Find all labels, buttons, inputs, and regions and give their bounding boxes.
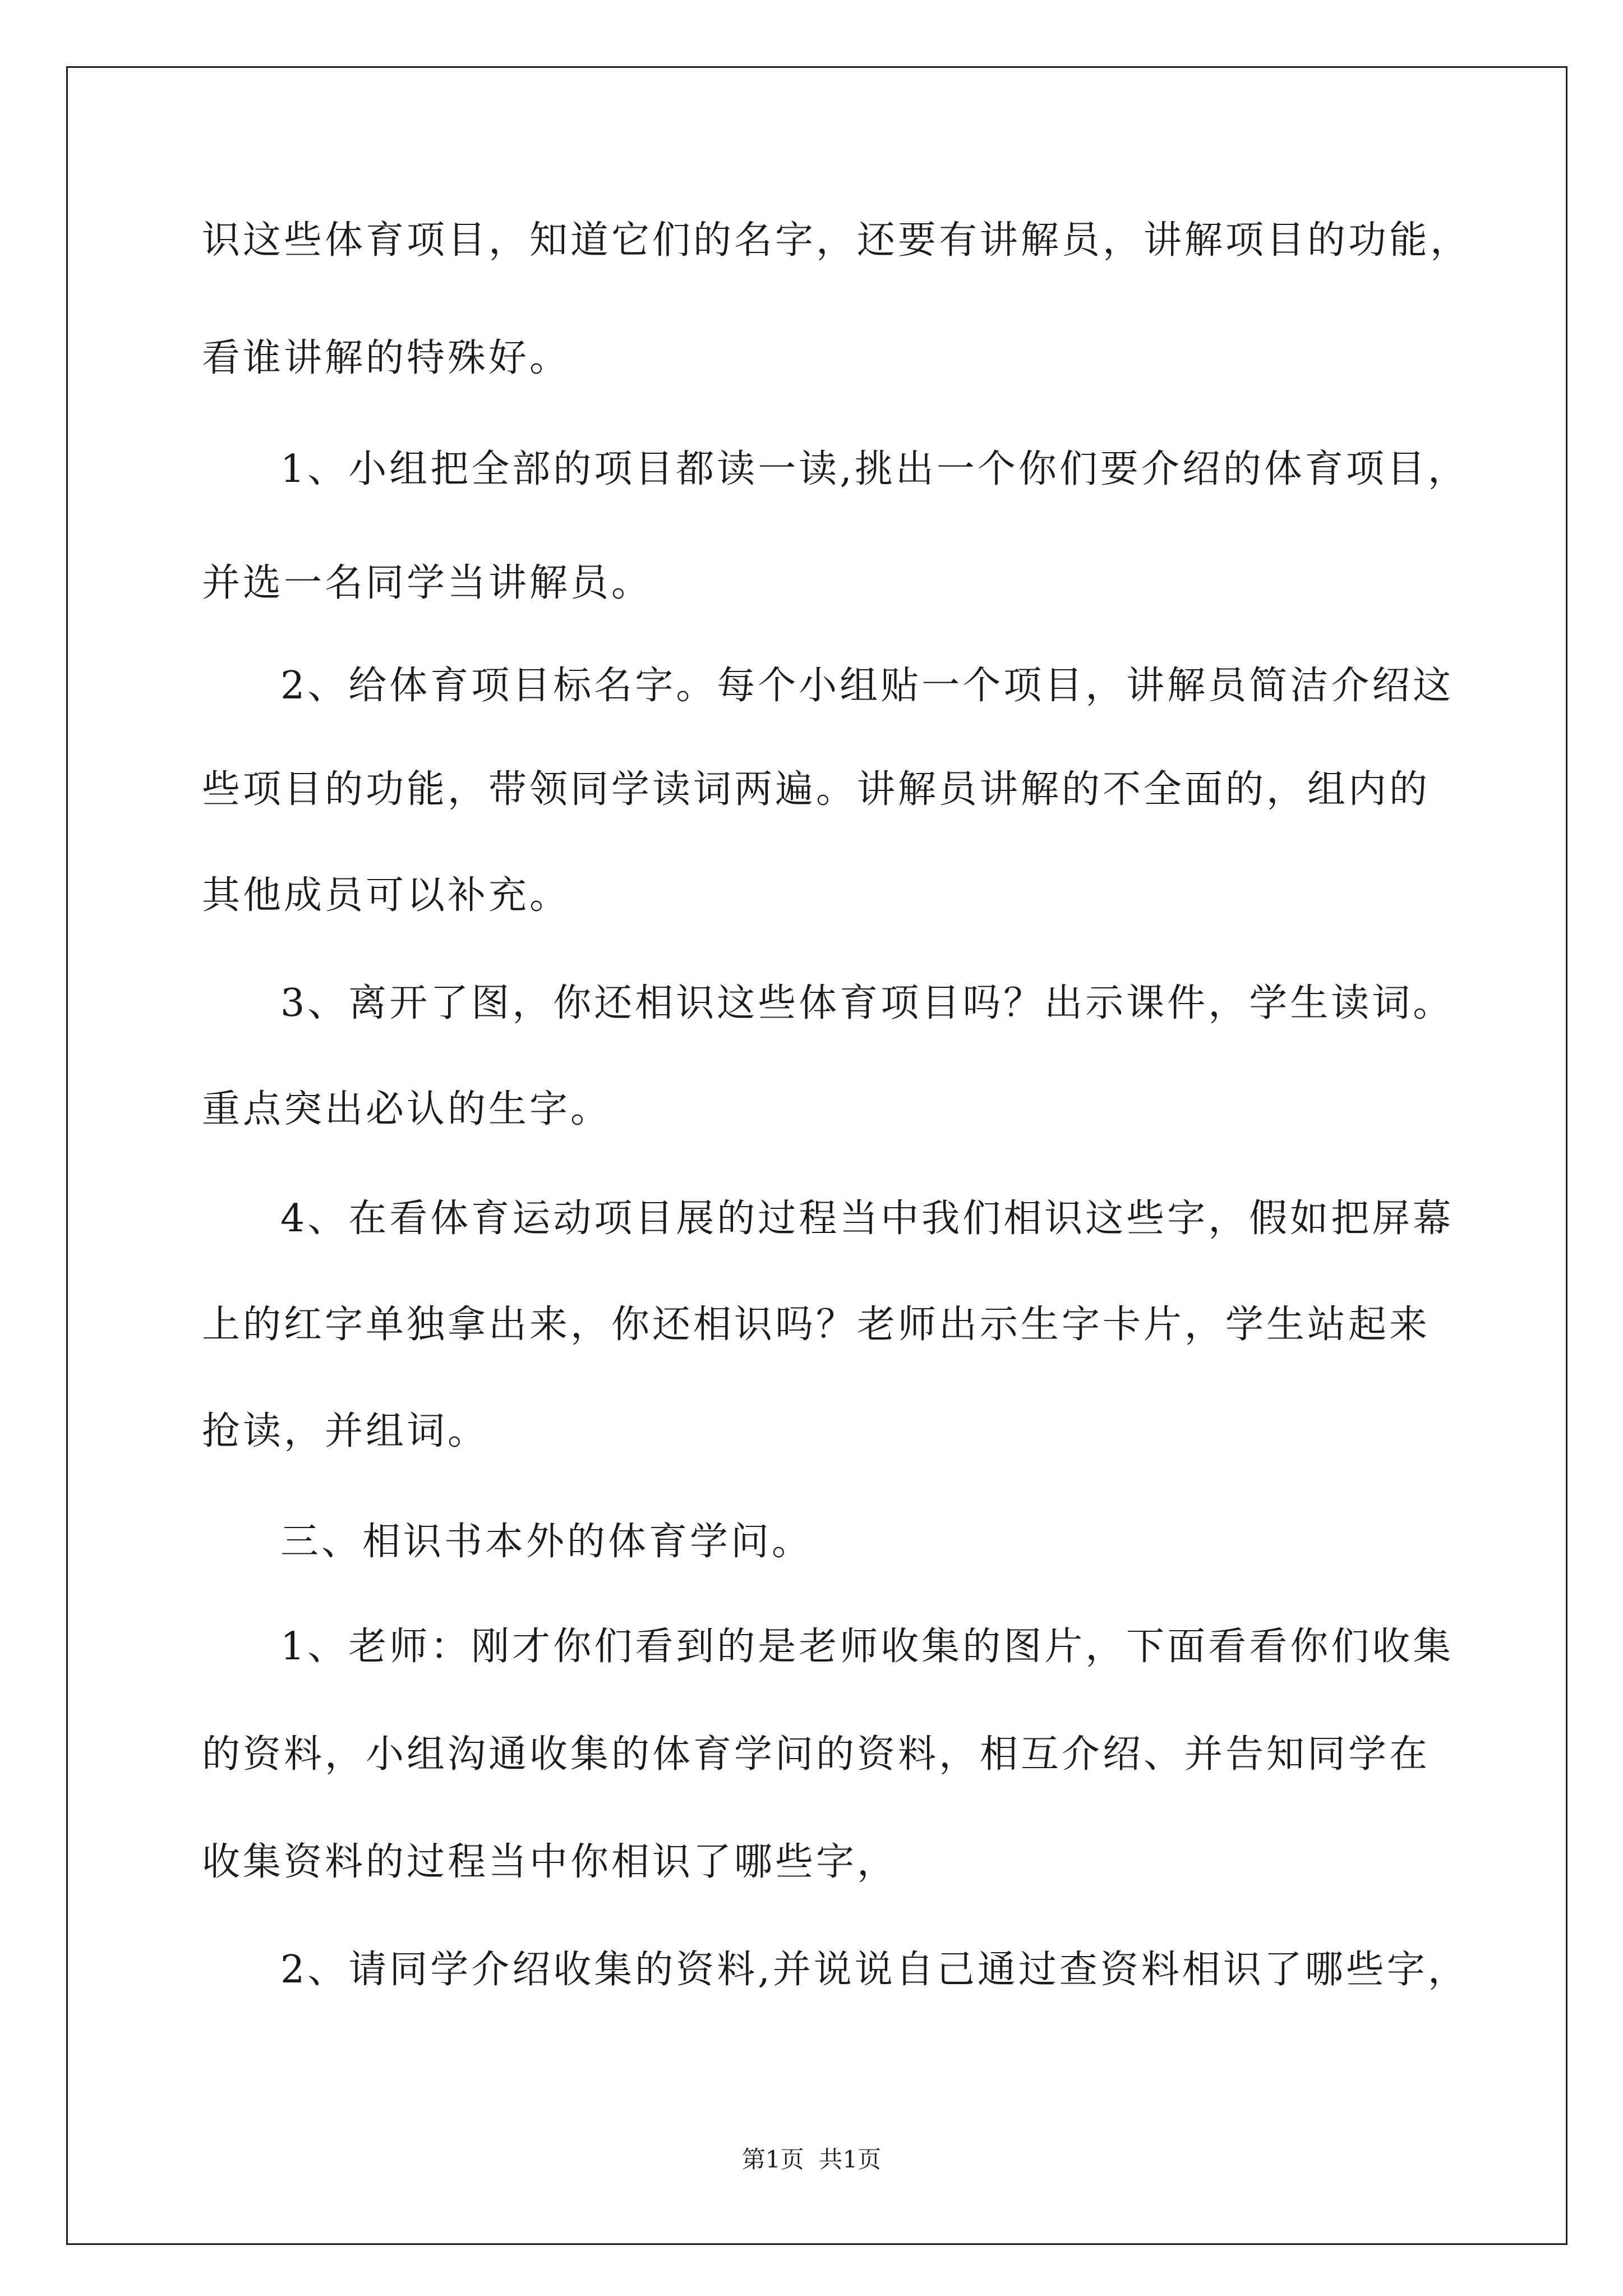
paragraph-start-line: 1、老师：刚才你们看到的是老师收集的图片，下面看看你们收集 [280, 1625, 1454, 1669]
paragraph-start-line: 4、在看体育运动项目展的过程当中我们相识这些字，假如把屏幕 [280, 1197, 1454, 1241]
text-line: 收集资料的过程当中你相识了哪些字， [202, 1840, 898, 1884]
paragraph-start-line: 1、小组把全部的项目都读一读,挑出一个你们要介绍的体育项目， [280, 447, 1469, 491]
paragraph-start-line: 2、请同学介绍收集的资料,并说说自己通过查资料相识了哪些字， [280, 1948, 1469, 1992]
page-footer: 第1页 共1页 [741, 2146, 882, 2173]
text-line: 识这些体育项目，知道它们的名字，还要有讲解员，讲解项目的功能， [202, 218, 1472, 263]
page-border [66, 66, 1567, 2245]
section-heading: 三、相识书本外的体育学问。 [280, 1520, 813, 1564]
text-line: 抢读，并组词。 [202, 1409, 489, 1453]
text-line: 其他成员可以补充。 [202, 873, 571, 918]
paragraph-start-line: 2、给体育项目标名字。每个小组贴一个项目，讲解员简洁介绍这 [280, 664, 1454, 708]
paragraph-start-line: 3、离开了图，你还相识这些体育项目吗？出示课件，学生读词。 [280, 981, 1454, 1025]
text-line: 上的红字单独拿出来，你还相识吗？老师出示生字卡片，学生站起来 [202, 1303, 1431, 1347]
text-line: 的资料，小组沟通收集的体育学问的资料，相互介绍、并告知同学在 [202, 1732, 1431, 1777]
text-line: 看谁讲解的特殊好。 [202, 336, 571, 380]
text-line: 些项目的功能，带领同学读词两遍。讲解员讲解的不全面的，组内的 [202, 767, 1431, 812]
text-line: 重点突出必认的生字。 [202, 1087, 612, 1131]
text-line: 并选一名同学当讲解员。 [202, 561, 653, 605]
